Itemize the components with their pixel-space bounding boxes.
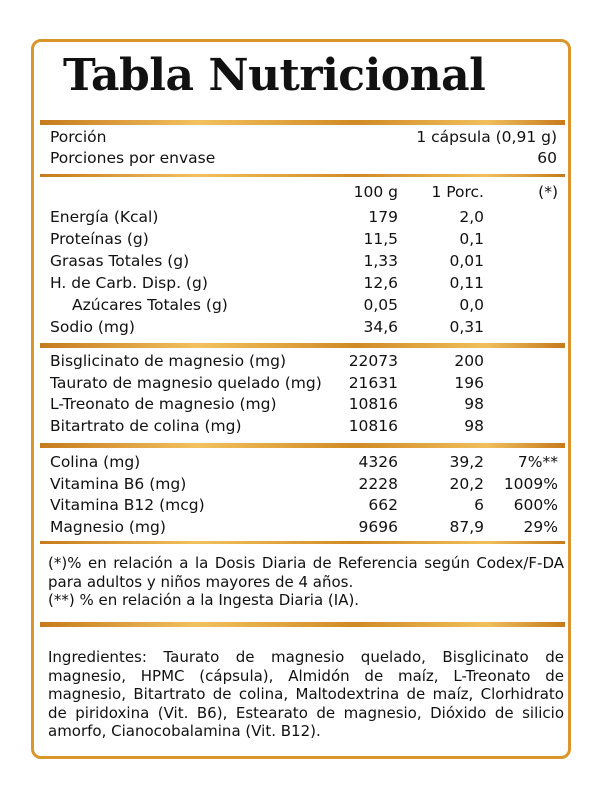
- row-per-100g: 12,6: [363, 274, 398, 292]
- row-label: Colina (mg): [50, 453, 141, 471]
- row-label: Grasas Totales (g): [50, 252, 190, 270]
- row-label: Sodio (mg): [50, 318, 135, 336]
- portion-value: 1 cápsula (0,91 g): [416, 128, 557, 146]
- ingredients-text: Ingredientes: Taurato de magnesio quelado, Bisglicinato de magnesio, HPMC (cápsula), Almidón de maíz, L-Treonato de magnesio, Bitartrato de colina, Maltodextrina de maíz, Clorhidrato de piridoxina (Vit. B6), Estearato de magnesio, Dióxido de silicio amorfo, Cianocobalamina (Vit. B12).: [48, 648, 564, 740]
- row-per-100g: 21631: [348, 373, 398, 392]
- row-per-100g: 9696: [358, 518, 398, 537]
- row-per-100g: 0,05: [363, 296, 398, 314]
- divider: [40, 120, 565, 125]
- row-daily-value: 7%**: [517, 453, 558, 471]
- row-per-portion: 0,1: [459, 230, 484, 248]
- row-label: Proteínas (g): [50, 230, 149, 248]
- row-label: H. de Carb. Disp. (g): [50, 274, 208, 292]
- divider: [40, 343, 565, 348]
- footnote-ia: (**) % en relación a la Ingesta Diaria (IA).: [48, 591, 360, 609]
- row-per-100g: 10816: [348, 395, 398, 414]
- row-label: Bisglicinato de magnesio (mg): [50, 352, 287, 370]
- page-title: Tabla Nutricional: [63, 50, 486, 101]
- row-label: Bitartrato de colina (mg): [50, 417, 242, 436]
- row-daily-value: 29%: [523, 518, 558, 537]
- divider: [40, 622, 565, 627]
- row-per-100g: 2228: [358, 474, 398, 493]
- row-per-100g: 10816: [348, 417, 398, 436]
- row-per-portion: 98: [464, 395, 484, 414]
- row-per-portion: 2,0: [459, 208, 484, 226]
- row-per-portion: 0,01: [449, 252, 484, 270]
- row-per-portion: 87,9: [449, 518, 484, 537]
- row-per-portion: 6: [474, 496, 484, 515]
- footnotes: [48, 554, 564, 610]
- row-per-portion: 196: [454, 373, 484, 392]
- row-daily-value: 600%: [513, 496, 558, 515]
- header-daily-value: (*): [538, 183, 558, 201]
- row-per-100g: 22073: [348, 352, 398, 370]
- row-per-100g: 662: [368, 496, 398, 515]
- row-label: Magnesio (mg): [50, 518, 166, 537]
- row-per-100g: 4326: [358, 453, 398, 471]
- row-per-portion: 20,2: [449, 474, 484, 493]
- per-container-value: 60: [537, 149, 557, 167]
- footnote-dv: (*)% en relación a la Dosis Diaria de Referencia según Codex/F-DA para adultos y niños mayores de 4 años.: [48, 554, 564, 591]
- row-per-portion: 0,31: [449, 318, 484, 336]
- row-per-portion: 98: [464, 417, 484, 436]
- row-per-portion: 200: [454, 352, 484, 370]
- row-label: Taurato de magnesio quelado (mg): [50, 373, 322, 392]
- row-label: L-Treonato de magnesio (mg): [50, 395, 277, 414]
- header-per-portion: 1 Porc.: [431, 183, 484, 201]
- row-label: Azúcares Totales (g): [72, 296, 228, 314]
- row-per-100g: 1,33: [363, 252, 398, 270]
- header-per-100g: 100 g: [353, 183, 398, 201]
- divider: [40, 443, 565, 448]
- per-container-label: Porciones por envase: [50, 149, 216, 167]
- row-per-100g: 11,5: [363, 230, 398, 248]
- divider: [40, 174, 565, 177]
- portion-label: Porción: [50, 128, 107, 146]
- row-per-100g: 179: [368, 208, 398, 226]
- row-label: Vitamina B12 (mcg): [50, 496, 205, 515]
- divider: [40, 541, 565, 544]
- row-label: Energía (Kcal): [50, 208, 159, 226]
- row-per-100g: 34,6: [363, 318, 398, 336]
- row-per-portion: 39,2: [449, 453, 484, 471]
- row-per-portion: 0,0: [459, 296, 484, 314]
- row-label: Vitamina B6 (mg): [50, 474, 187, 493]
- row-per-portion: 0,11: [449, 274, 484, 292]
- row-daily-value: 1009%: [503, 474, 558, 493]
